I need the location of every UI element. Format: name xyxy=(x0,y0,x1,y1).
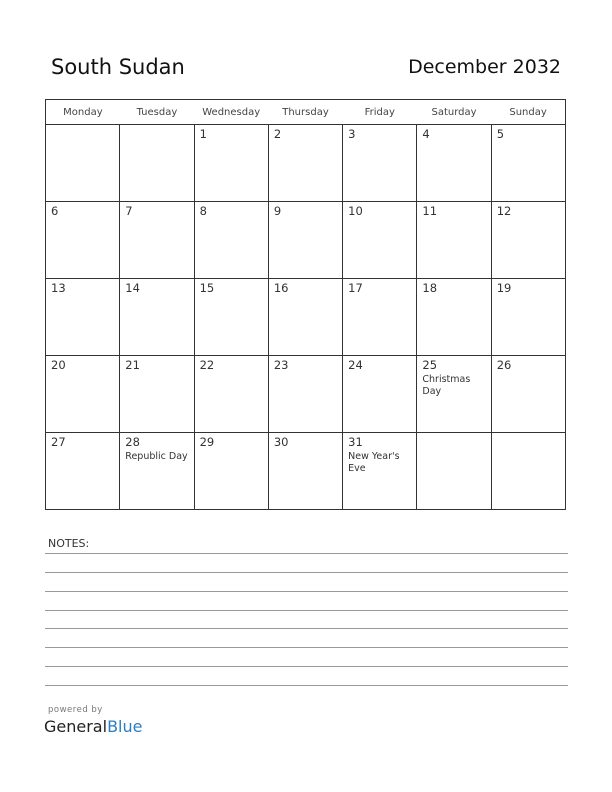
weekday-friday: Friday xyxy=(343,100,417,125)
day-number: 21 xyxy=(125,358,140,372)
day-number: 10 xyxy=(348,204,363,218)
day-cell xyxy=(268,279,342,356)
day-number: 31 xyxy=(348,435,363,449)
day-cell xyxy=(120,202,194,279)
empty-day-cell xyxy=(491,433,565,510)
day-cell xyxy=(46,433,120,510)
day-number: 17 xyxy=(348,281,363,295)
weekday-sunday: Sunday xyxy=(491,100,565,125)
weekday-wednesday: Wednesday xyxy=(194,100,268,125)
day-number: 24 xyxy=(348,358,363,372)
day-cell xyxy=(120,279,194,356)
note-line xyxy=(45,628,568,629)
week-row xyxy=(46,279,566,356)
day-cell xyxy=(194,433,268,510)
day-cell xyxy=(417,279,491,356)
day-number: 5 xyxy=(496,127,505,141)
day-number: 22 xyxy=(199,358,215,372)
note-line xyxy=(45,610,568,611)
month-year-title: December 2032 xyxy=(408,56,561,78)
day-cell xyxy=(491,356,565,433)
day-cell xyxy=(46,279,120,356)
week-row xyxy=(46,356,566,433)
day-cell xyxy=(491,202,565,279)
notes-label: NOTES: xyxy=(48,537,90,550)
note-line xyxy=(45,572,568,573)
day-number: 23 xyxy=(273,358,289,372)
day-number: 8 xyxy=(199,204,207,218)
day-cell xyxy=(268,433,342,510)
day-cell xyxy=(194,279,268,356)
note-line xyxy=(45,553,568,554)
day-cell xyxy=(46,202,120,279)
week-row xyxy=(46,202,566,279)
weekday-monday: Monday xyxy=(46,100,120,125)
weekday-header-row xyxy=(46,100,566,125)
day-number: 6 xyxy=(51,204,59,218)
day-number: 11 xyxy=(422,204,438,218)
day-cell xyxy=(120,433,194,510)
day-number: 14 xyxy=(125,281,140,295)
holiday-label: New Year's Eve xyxy=(348,451,400,474)
day-number: 20 xyxy=(51,358,66,372)
day-cell xyxy=(343,356,417,433)
day-cell xyxy=(194,356,268,433)
note-line xyxy=(45,666,568,667)
day-number: 16 xyxy=(273,281,289,295)
day-cell xyxy=(268,202,342,279)
day-number: 25 xyxy=(422,358,438,372)
day-number: 3 xyxy=(348,127,356,141)
note-line xyxy=(45,591,568,592)
day-cell xyxy=(268,125,342,202)
empty-day-cell xyxy=(417,433,491,510)
day-number: 7 xyxy=(125,204,133,218)
day-cell xyxy=(194,202,268,279)
day-number: 13 xyxy=(51,281,66,295)
weekday-thursday: Thursday xyxy=(268,100,342,125)
generalblue-logo[interactable] xyxy=(44,717,142,736)
day-number: 29 xyxy=(199,435,215,449)
day-number: 4 xyxy=(422,127,430,141)
day-cell xyxy=(268,356,342,433)
day-cell xyxy=(46,356,120,433)
day-number: 30 xyxy=(273,435,289,449)
note-line xyxy=(45,685,568,686)
day-cell xyxy=(417,356,491,433)
day-number: 19 xyxy=(496,281,512,295)
holiday-label: Christmas Day xyxy=(422,374,471,397)
day-number: 1 xyxy=(199,127,207,141)
day-number: 28 xyxy=(125,435,140,449)
weekday-tuesday: Tuesday xyxy=(120,100,194,125)
calendar-grid xyxy=(45,99,566,510)
note-line xyxy=(45,647,568,648)
day-cell xyxy=(343,202,417,279)
week-row xyxy=(46,433,566,510)
day-cell xyxy=(343,125,417,202)
brand-blue: Blue xyxy=(107,717,143,736)
day-cell xyxy=(120,356,194,433)
day-cell xyxy=(194,125,268,202)
day-number: 2 xyxy=(273,127,282,141)
day-cell xyxy=(491,125,565,202)
day-number: 9 xyxy=(273,204,282,218)
day-cell xyxy=(417,202,491,279)
brand-general: General xyxy=(44,717,108,736)
empty-day-cell xyxy=(120,125,194,202)
holiday-label: Republic Day xyxy=(125,451,188,462)
day-number: 18 xyxy=(422,281,438,295)
day-number: 26 xyxy=(496,358,512,372)
weekday-saturday: Saturday xyxy=(417,100,491,125)
empty-day-cell xyxy=(46,125,120,202)
week-row xyxy=(46,125,566,202)
day-cell xyxy=(417,125,491,202)
day-cell xyxy=(491,279,565,356)
powered-by-text: powered by xyxy=(48,705,103,715)
day-number: 15 xyxy=(199,281,215,295)
country-title: South Sudan xyxy=(51,55,185,79)
day-number: 27 xyxy=(51,435,66,449)
day-cell xyxy=(343,279,417,356)
day-number: 12 xyxy=(496,204,512,218)
day-cell xyxy=(343,433,417,510)
